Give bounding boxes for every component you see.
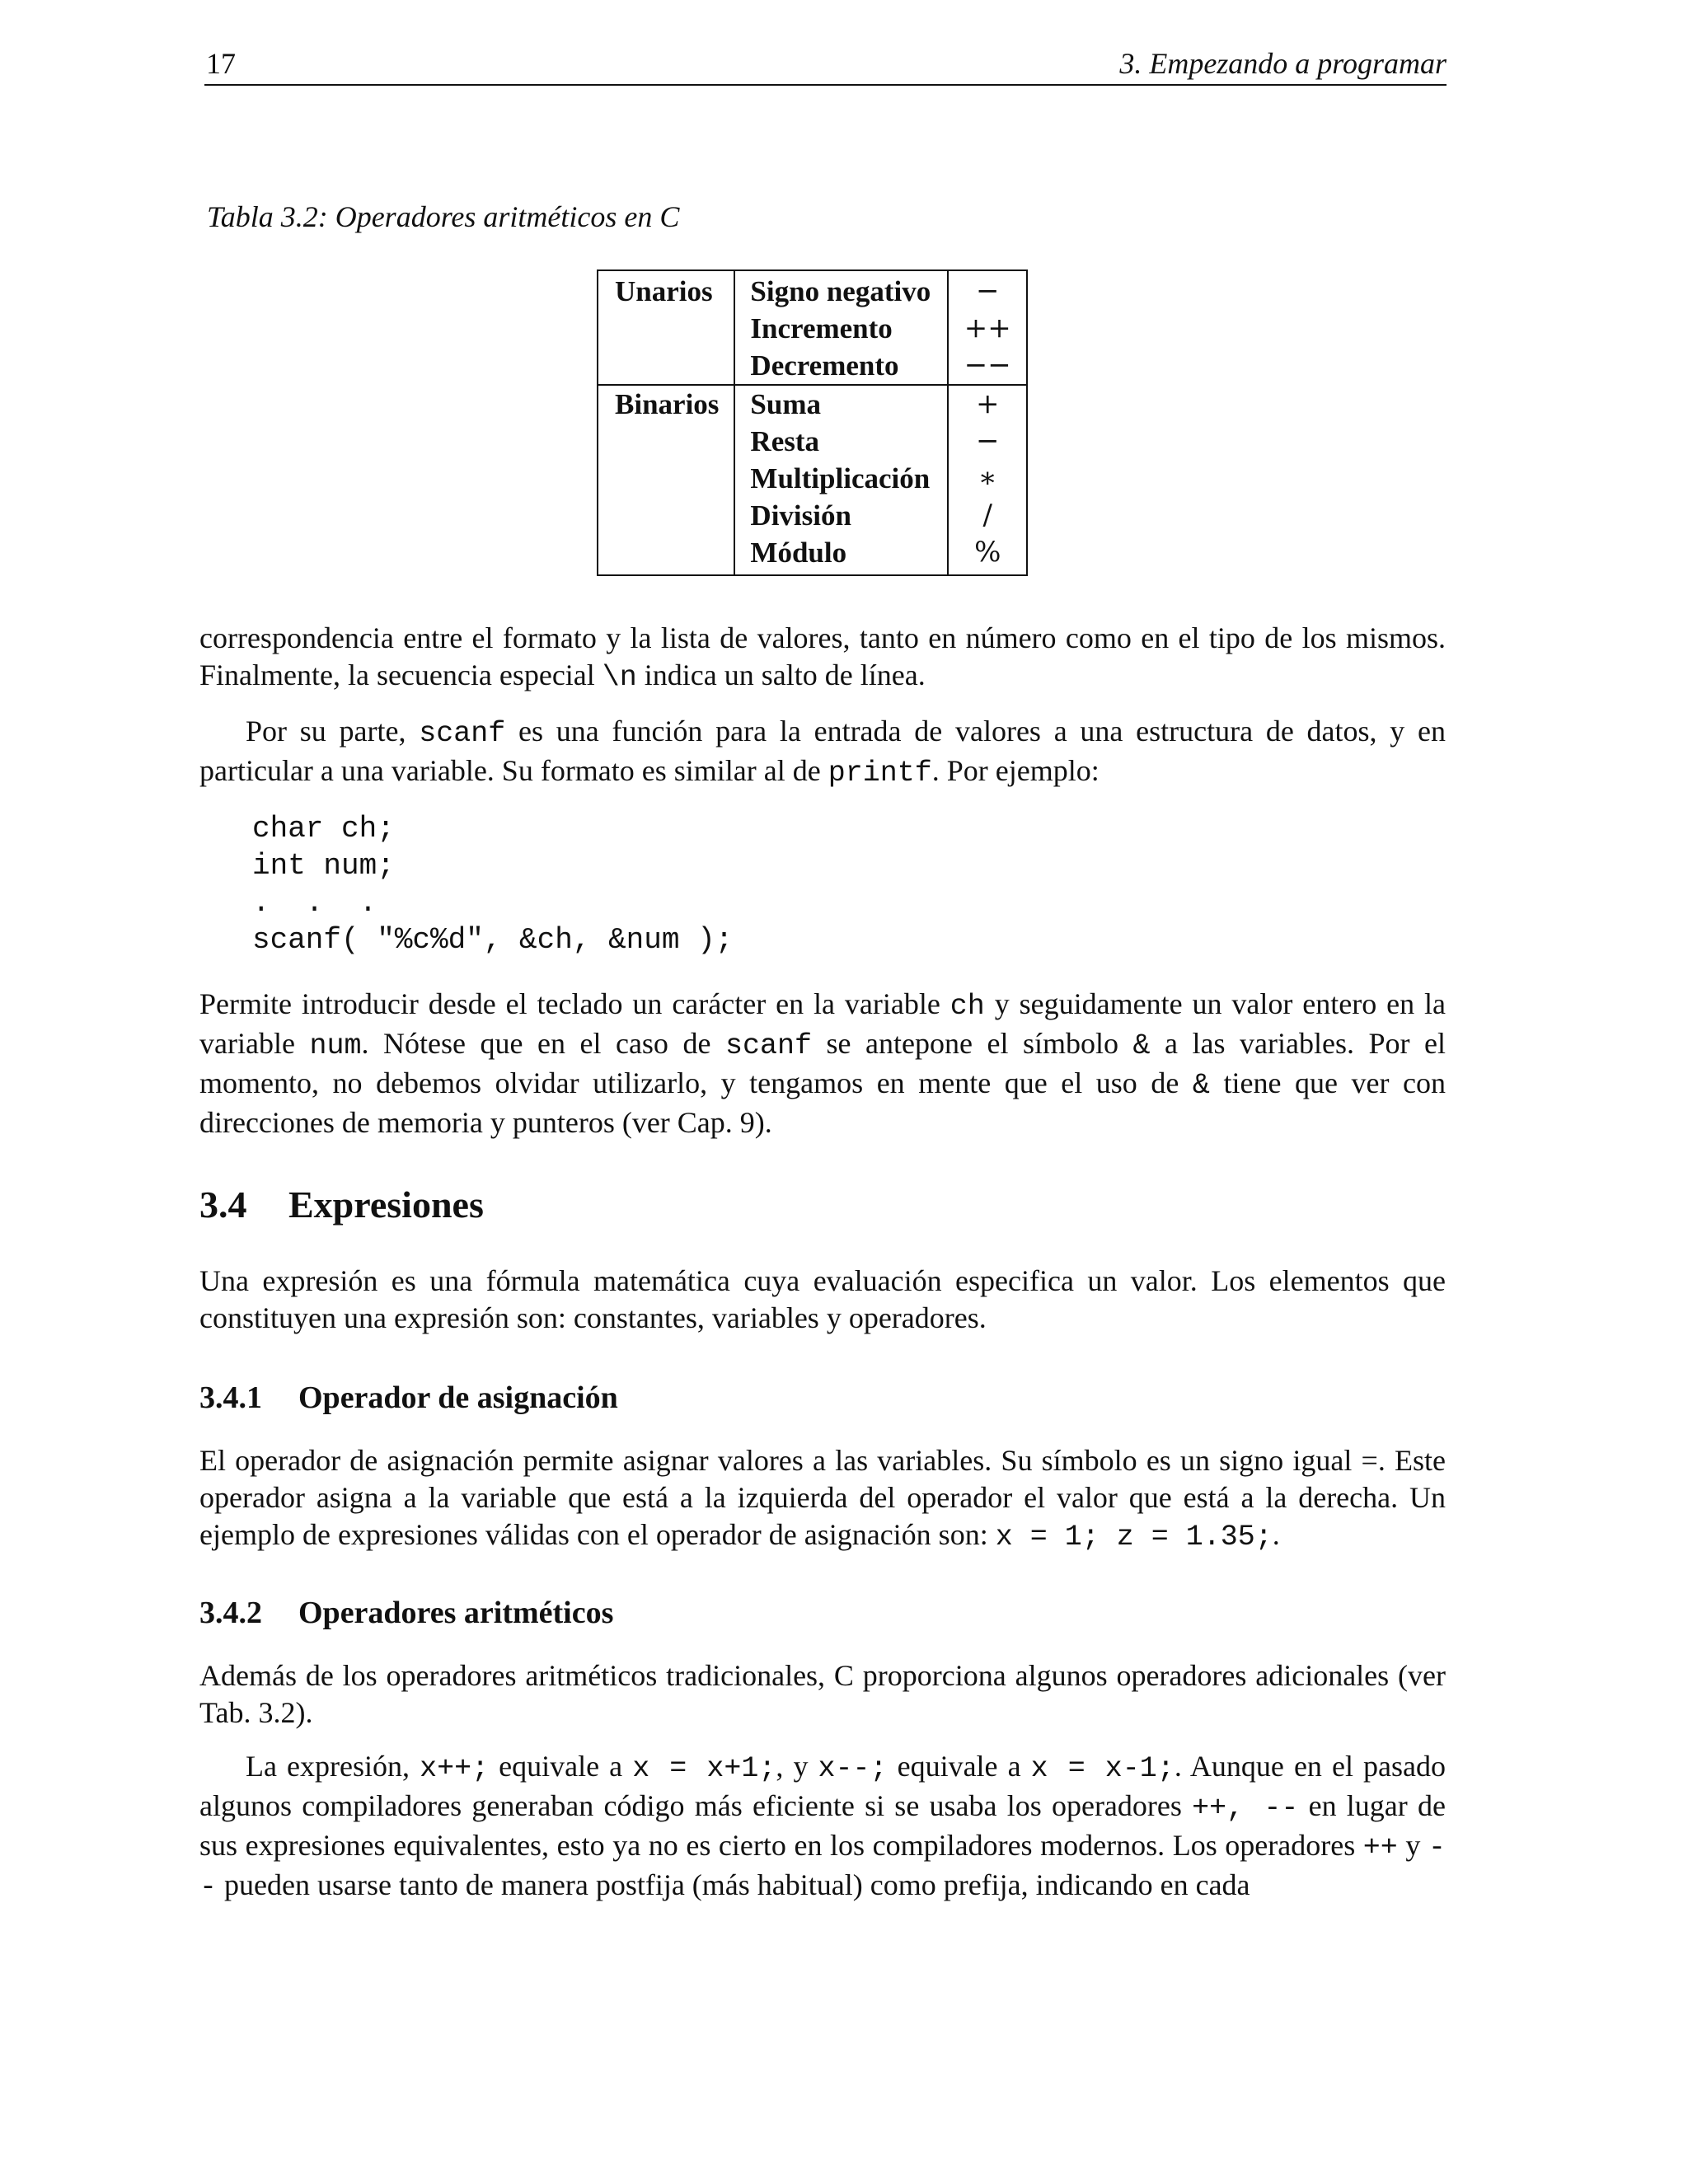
text-run: equivale a bbox=[489, 1750, 633, 1783]
body-text-block-3 bbox=[199, 1263, 1446, 1337]
body-text-block-1 bbox=[199, 620, 1446, 792]
inline-code: x = x+1; bbox=[632, 1752, 776, 1785]
text-run: tiene que ver con direcciones de memoria y punteros (ver Cap. 9). bbox=[199, 1066, 1446, 1139]
chapter-title: 3. Empezando a programar bbox=[1119, 47, 1447, 80]
paragraph: Además de los operadores aritméticos tradicionales, C proporciona algunos operadores adicionales (ver Tab. 3.2). bbox=[199, 1659, 1446, 1729]
inline-code: scanf bbox=[419, 717, 506, 750]
text-run: . Por ejemplo: bbox=[931, 754, 1100, 787]
inline-code: \n bbox=[602, 661, 637, 694]
operator-name: División bbox=[734, 497, 948, 534]
operator-name: Incremento bbox=[734, 310, 948, 347]
subsection-number: 3.4.2 bbox=[199, 1596, 262, 1630]
subsection-number: 3.4.1 bbox=[199, 1380, 262, 1415]
text-run: . Aunque en el pasado algunos compiladores generaban código más eficiente si se usaba los operadores bbox=[199, 1750, 1447, 1822]
text-run: equivale a bbox=[887, 1750, 1031, 1783]
inline-code: num bbox=[309, 1029, 362, 1062]
subsection-heading-3-4-1 bbox=[199, 1380, 618, 1416]
operator-symbol: ++ bbox=[964, 312, 1011, 344]
group-label-binary: Binarios bbox=[598, 385, 734, 575]
operator-symbol: % bbox=[974, 536, 1001, 569]
operator-symbol: ∗ bbox=[978, 462, 997, 494]
text-run: y bbox=[1397, 1829, 1428, 1862]
text-run: es una función para la entrada de valores a una estructura de datos, y en particular a una variable. Su formato es similar al de bbox=[199, 715, 1447, 787]
paragraph: Una expresión es una fórmula matemática cuya evaluación especifica un valor. Los elementos que constituyen una expresión son: constantes, variables y operadores. bbox=[199, 1264, 1446, 1334]
code-line: . . . bbox=[252, 886, 377, 920]
paragraph bbox=[199, 1442, 1446, 1556]
operator-name: Suma bbox=[734, 385, 948, 423]
operators-table bbox=[597, 269, 1028, 576]
operator-name: Módulo bbox=[734, 534, 948, 575]
inline-code: ++, -- bbox=[1192, 1792, 1299, 1825]
subsection-title: Operador de asignación bbox=[298, 1380, 618, 1415]
subsection-heading-3-4-2 bbox=[199, 1595, 613, 1631]
running-header bbox=[204, 43, 1447, 86]
operator-symbol: −− bbox=[964, 349, 1011, 382]
operator-symbol: / bbox=[982, 499, 992, 532]
table-caption: Tabla 3.2: Operadores aritméticos en C bbox=[207, 200, 680, 233]
operator-symbol: + bbox=[948, 385, 1027, 423]
operator-name: Decremento bbox=[734, 347, 948, 385]
paragraph bbox=[199, 713, 1446, 792]
text-run: se antepone el símbolo bbox=[811, 1027, 1133, 1060]
text-run: Por su parte, bbox=[246, 715, 420, 748]
text-run: y seguidamente un valor entero en la variable bbox=[199, 987, 1447, 1060]
text-run: , y bbox=[776, 1750, 818, 1783]
subsection-title: Operadores aritméticos bbox=[298, 1596, 614, 1630]
group-label-unary: Unarios bbox=[598, 270, 734, 385]
text-run: La expresión, bbox=[246, 1750, 420, 1783]
text-run: Permite introducir desde el teclado un carácter en la variable bbox=[199, 987, 950, 1020]
table-row bbox=[598, 385, 1027, 423]
operator-name: Resta bbox=[734, 423, 948, 460]
text-run: El operador de asignación permite asignar valores a las variables. Su símbolo es un signo igual =. Este operador asigna a la variable que está a la izquierda del operador el valor que está a la derecha. Un ejemplo de expresiones válidas con el operador de asignación son: bbox=[199, 1444, 1446, 1551]
section-number: 3.4 bbox=[199, 1183, 247, 1226]
paragraph bbox=[199, 1748, 1446, 1906]
operator-symbol: − bbox=[975, 424, 1000, 457]
section-heading-3-4 bbox=[199, 1183, 484, 1226]
operator-name: Signo negativo bbox=[734, 270, 948, 310]
inline-code: printf bbox=[828, 757, 932, 790]
code-block bbox=[252, 810, 733, 958]
inline-code: x = x-1; bbox=[1030, 1752, 1175, 1785]
inline-code: x = 1; z = 1.35; bbox=[995, 1521, 1273, 1554]
body-text-block-5 bbox=[199, 1657, 1446, 1906]
table-row bbox=[598, 270, 1027, 310]
inline-code: ch bbox=[950, 990, 985, 1023]
paragraph bbox=[199, 986, 1446, 1141]
page-number: 17 bbox=[206, 47, 236, 80]
code-line: char ch; bbox=[252, 812, 395, 846]
body-text-block-2 bbox=[199, 986, 1446, 1141]
inline-code: x--; bbox=[818, 1752, 888, 1785]
text-run: a las variables. Por el momento, no debemos olvidar utilizarlo, y tengamos en mente que el uso de bbox=[199, 1027, 1446, 1099]
text-run: indica un salto de línea. bbox=[636, 658, 926, 691]
inline-code: -- bbox=[199, 1831, 1446, 1904]
text-run: pueden usarse tanto de manera postfija (más habitual) como prefija, indicando en cada bbox=[217, 1868, 1250, 1901]
code-line: scanf( "%c%d", &ch, &num ); bbox=[252, 923, 734, 957]
operator-name: Multiplicación bbox=[734, 460, 948, 497]
text-run: . bbox=[1272, 1518, 1280, 1551]
operator-symbol: − bbox=[975, 274, 1000, 307]
text-run: en lugar de sus expresiones equivalentes, esto ya no es cierto en los compiladores modernos. Los operadores bbox=[199, 1789, 1446, 1862]
paragraph bbox=[199, 620, 1446, 696]
inline-code: & bbox=[1132, 1029, 1151, 1062]
inline-code: scanf bbox=[724, 1029, 812, 1062]
inline-code: x++; bbox=[420, 1752, 490, 1785]
code-line: int num; bbox=[252, 849, 395, 883]
inline-code: & bbox=[1192, 1069, 1210, 1102]
text-run: correspondencia entre el formato y la lista de valores, tanto en número como en el tipo de los mismos. Finalmente, la secuencia especial bbox=[199, 621, 1446, 691]
inline-code: ++ bbox=[1362, 1831, 1398, 1864]
section-title: Expresiones bbox=[288, 1183, 484, 1226]
text-run: . Nótese que en el caso de bbox=[361, 1027, 725, 1060]
body-text-block-4 bbox=[199, 1442, 1446, 1556]
